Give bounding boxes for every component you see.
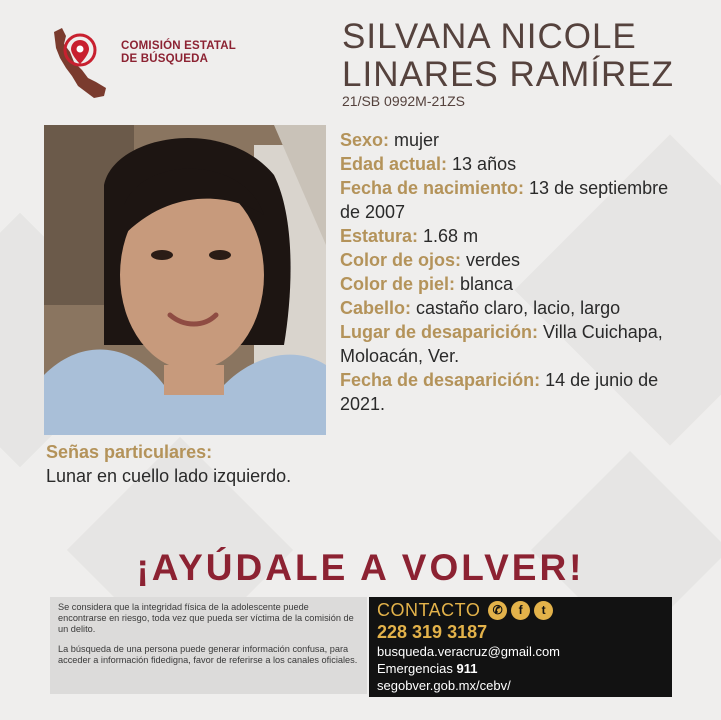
emergency-label: Emergencias [377, 661, 453, 676]
detail-value: blanca [455, 274, 514, 294]
detail-label: Cabello: [340, 298, 412, 318]
org-name-line1: COMISIÓN ESTATAL [121, 40, 236, 52]
contact-box [369, 597, 672, 697]
senas-value: Lunar en cuello lado izquierdo. [46, 466, 292, 486]
call-to-action: ¡AYÚDALE A VOLVER! [136, 547, 585, 588]
detail-value: 14 de junio de 2021. [340, 370, 659, 414]
person-photo [44, 125, 326, 435]
detail-disappearance-place [340, 320, 690, 368]
detail-label: Color de piel: [340, 274, 456, 294]
detail-value: 1.68 m [418, 226, 479, 246]
disclaimer-box [50, 597, 367, 694]
details-list [340, 128, 690, 416]
contact-website[interactable]: segobver.gob.mx/cebv/ [377, 678, 511, 693]
disclaimer-paragraph: La búsqueda de una persona puede generar información confusa, para acceder a información fidedigna, favor de referirse a los canales oficiales. [58, 644, 358, 665]
detail-eye-color [340, 248, 690, 272]
detail-birth-date [340, 176, 690, 224]
contact-phone[interactable]: 228 319 3187 [377, 622, 488, 642]
detail-value: 13 de septiembre de 2007 [340, 178, 669, 222]
detail-value: castaño claro, lacio, largo [411, 298, 621, 318]
detail-hair [340, 296, 690, 320]
case-id: 21/SB 0992M-21ZS [342, 93, 465, 109]
detail-height [340, 224, 690, 248]
twitter-icon[interactable]: t [534, 601, 553, 620]
detail-label: Fecha de desaparición: [340, 370, 541, 390]
whatsapp-icon[interactable]: ✆ [488, 601, 507, 620]
detail-disappearance-date [340, 368, 690, 416]
detail-value: mujer [389, 130, 440, 150]
facebook-icon[interactable]: f [511, 601, 530, 620]
contact-email[interactable]: busqueda.veracruz@gmail.com [377, 644, 561, 659]
detail-age [340, 152, 690, 176]
senas-label: Señas particulares: [46, 442, 213, 462]
contact-header [377, 600, 664, 621]
detail-value: 13 años [447, 154, 517, 174]
distinguishing-marks [46, 440, 291, 488]
detail-label: Lugar de desaparición: [340, 322, 539, 342]
name-line2: LINARES RAMÍREZ [342, 55, 674, 94]
contact-emergency [377, 660, 664, 677]
contact-title: CONTACTO [377, 600, 481, 620]
person-name [342, 18, 674, 94]
org-logo [48, 26, 248, 102]
emergency-number[interactable]: 911 [456, 661, 478, 676]
detail-label: Sexo: [340, 130, 390, 150]
detail-label: Color de ojos: [340, 250, 461, 270]
detail-sex [340, 128, 690, 152]
detail-label: Estatura: [340, 226, 419, 246]
disclaimer-paragraph: Se considera que la integridad física de la adolescente puede encontrarse en riesgo, toda vez que pueda ser víctima de la comisión de un delito. [58, 602, 354, 634]
detail-value: verdes [461, 250, 521, 270]
veracruz-map-icon [48, 26, 118, 102]
name-line1: SILVANA NICOLE [342, 17, 637, 56]
org-name-line2: DE BÚSQUEDA [121, 53, 209, 65]
detail-skin-color [340, 272, 690, 296]
detail-label: Edad actual: [340, 154, 448, 174]
detail-label: Fecha de nacimiento: [340, 178, 525, 198]
detail-value: Villa Cuichapa, Moloacán, Ver. [340, 322, 663, 366]
